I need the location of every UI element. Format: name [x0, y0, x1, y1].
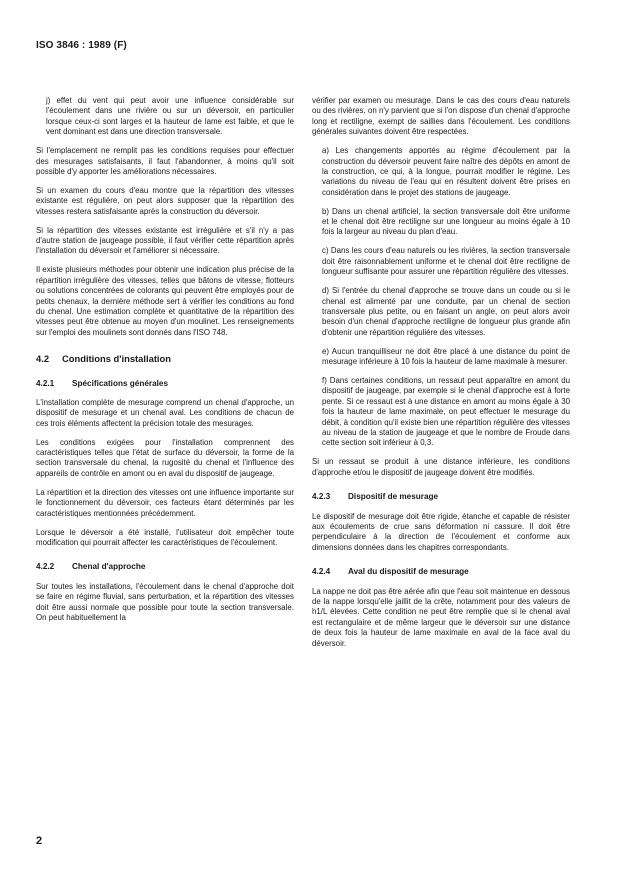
list-item-d: d) Si l'entrée du chenal d'approche se trouve dans un coude ou si le chenal est alimenté par une conduite, par un chenal de section transversale plus petite, ou en faisant un angle, on peut alors avoir besoin d'un chenal d'approche rectiligne de longueur plus grande afin d'obtenir une répartition régulière des vitesses.	[322, 286, 570, 337]
paragraph: Le dispositif de mesurage doit être rigide, étanche et capable de résister aux écoulements de crue sans déformation ni cassure. Il doit être perpendiculaire à la direction de l'écoulement et conforme aux dimensions données dans les chapitres correspondants.	[312, 511, 570, 552]
subsection-heading-4-2-3	[312, 492, 570, 502]
subsection-title: Aval du dispositif de mesurage	[348, 567, 469, 577]
list-item-f: f) Dans certaines conditions, un ressaut peut apparaître en amont du dispositif de jaugeage, par exemple si le chenal d'approche est à forte pente. Si ce ressaut est à une distance en amont au moins égale à 30 fois la hauteur de lame maximale, on peut effectuer le mesurage du débit, à condition qu'il existe bien une répartition régulière des vitesses au niveau de la station de jaugeage et que le nombre de Froude dans cette section soit inférieur à 0,3.	[322, 375, 570, 448]
paragraph: Si un ressaut se produit à une distance inférieure, les conditions d'approche et/ou le dispositif de jaugeage doivent être modifiés.	[312, 457, 570, 477]
section-number: 4.2	[36, 353, 50, 365]
document-header: ISO 3846 : 1989 (F)	[36, 40, 127, 51]
subsection-heading-4-2-1	[36, 379, 294, 389]
page-number: 2	[36, 835, 43, 847]
paragraph: vérifier par examen ou mesurage. Dans le cas des cours d'eau naturels ou des rivières, on n'y parvient que si l'on dispose d'un chenal d'approche long et rectiligne, exempt de saillies dans l'écoulement. Les conditions générales suivantes doivent être respectées.	[312, 96, 570, 137]
list-item-b: b) Dans un chenal artificiel, la section transversale doit être uniforme et le chenal doit être rectiligne sur une longueur au moins égale à 10 fois la largeur au niveau du plan d'eau.	[322, 206, 570, 237]
subsection-number: 4.2.2	[36, 562, 55, 572]
paragraph: Il existe plusieurs méthodes pour obtenir une indication plus précise de la répartition irrégulière des vitesses, telles que bâtons de vitesse, flotteurs ou solutions concentrées de colorants qui peuvent être employés pour de petits chenaux, la dernière méthode sert à vérifier les conditions au fond du chenal. Une estimation complète et quantitative de la répartition des vitesses peut être obtenue au moyen d'un moulinet. Les renseignements sur l'emploi des moulinets sont donnés dans l'ISO 748.	[36, 265, 294, 337]
paragraph: Les conditions exigées pour l'installation comprennent des caractéristiques telles que l'état de surface du déversoir, la forme de la section transversale du chenal, la rugosité du chenal et l'influence des appareils de contrôle en amont ou en aval du dispositif de jaugeage.	[36, 437, 294, 478]
paragraph: Sur toutes les installations, l'écoulement dans le chenal d'approche doit se faire en régime fluvial, sans perturbation, et la répartition des vitesses doit être aussi normale que possible pour toute la section transversale. On peut habituellement la	[36, 581, 294, 622]
subsection-number: 4.2.3	[312, 492, 331, 502]
list-item-e: e) Aucun tranquilliseur ne doit être placé à une distance du point de mesurage inférieure à 10 fois la hauteur de lame maximale à mesurer.	[322, 346, 570, 367]
subsection-title: Dispositif de mesurage	[348, 492, 439, 502]
paragraph: La nappe ne doit pas être aérée afin que l'eau soit maintenue en dessous de la nappe lorsqu'elle jaillit de la crête, notamment pour des valeurs de h1/L élevées. Cette condition ne peut être remplie que si le chenal aval est rectangulaire et de même largeur que le déversoir sur une distance de deux fois la hauteur de lame maximale en aval de la face aval du déversoir.	[312, 586, 570, 648]
subsection-heading-4-2-4	[312, 567, 570, 577]
subsection-title: Spécifications générales	[72, 378, 169, 388]
subsection-title: Chenal d'approche	[72, 562, 146, 572]
list-item-c: c) Dans les cours d'eau naturels ou les rivières, la section transversale doit être raisonnablement uniforme et le chenal doit être rectiligne de longueur suffisante pour assurer une répartition régulière des vitesses.	[322, 246, 570, 277]
section-heading-4-2	[36, 354, 294, 364]
paragraph: L'installation complète de mesurage comprend un chenal d'approche, un dispositif de mesurage et un chenal aval. Les conditions de chacun de ces trois éléments affectent la précision totale des mesurages.	[36, 397, 294, 428]
paragraph: Lorsque le déversoir a été installé, l'utilisateur doit empêcher toute modification qui pourrait affecter les caractéristiques de l'écoulement.	[36, 527, 294, 547]
paragraph: Si l'emplacement ne remplit pas les conditions requises pour effectuer des mesurages satisfaisants, il faut l'abandonner, à moins qu'il soit possible d'y apporter les améliorations nécessaires.	[36, 146, 294, 176]
paragraph: Si la répartition des vitesses existante est irrégulière et s'il n'y a pas d'autre station de jaugeage possible, il faut vérifier cette répartition après l'installation du déversoir et l'améliorer si nécessaire.	[36, 225, 294, 256]
right-column	[312, 96, 570, 657]
paragraph: La répartition et la direction des vitesses ont une influence importante sur le fonctionnement du déversoir, ces facteurs étant déterminés par les caractéristiques mentionnées précédemment.	[36, 487, 294, 518]
left-column	[36, 96, 294, 632]
subsection-heading-4-2-2	[36, 562, 294, 572]
list-item-a: a) Les changements apportés au régime d'écoulement par la construction du déversoir peuvent faire naître des dépôts en amont de la construction, ce qui, à la longue, pourrait modifier le régime. Les variations du niveau de l'eau qui en résultent doivent être prises en considération dans le projet des stations de jaugeage.	[322, 146, 570, 197]
section-title: Conditions d'installation	[62, 353, 171, 365]
paragraph: Si un examen du cours d'eau montre que la répartition des vitesses existante est régulière, on peut alors supposer que la répartition des vitesses restera satisfaisante après la construction du déversoir.	[36, 185, 294, 216]
subsection-number: 4.2.1	[36, 378, 55, 388]
subsection-number: 4.2.4	[312, 567, 331, 577]
list-item-j: j) effet du vent qui peut avoir une influence considérable sur l'écoulement dans une rivière ou sur un déversoir, en particulier lorsque ceux-ci sont larges et la hauteur de lame est faible, et que le vent dominant est dans une direction transversale.	[46, 96, 294, 137]
